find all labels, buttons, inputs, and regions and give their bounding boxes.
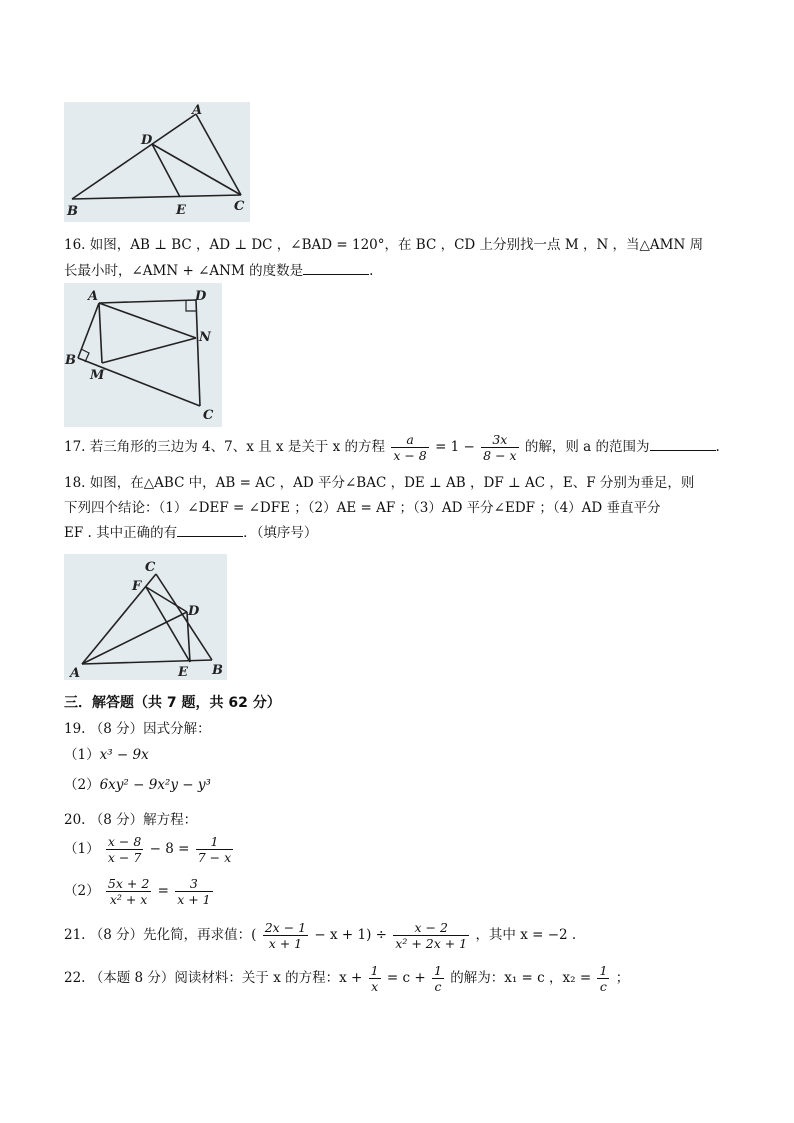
q16-line2: 长最小时，∠AMN + ∠ANM 的度数是 . xyxy=(64,263,374,279)
q22-f2-den: c xyxy=(434,979,442,994)
q21-pre: 21. （8 分）先化简，再求值：( xyxy=(64,927,257,943)
label-D: D xyxy=(188,604,200,619)
q18-line3a: EF . 其中正确的有 xyxy=(64,525,178,541)
q19-p1-label: （1） xyxy=(64,747,100,763)
label-C: C xyxy=(145,560,156,575)
q21-f2-den: x² + 2x + 1 xyxy=(395,936,468,951)
q19-title: 19. （8 分）因式分解： xyxy=(64,721,211,737)
label-B: B xyxy=(67,204,78,219)
q22-frac2 xyxy=(432,963,444,994)
q18-line1: 18. 如图，在△ABC 中，AB = AC ，AD 平分∠BAC ，DE ⊥ AB ，DF ⊥ AC ，E、F 分别为垂足，则 xyxy=(64,475,695,491)
q21-post: ，其中 x = −2 . xyxy=(475,927,577,943)
label-D: D xyxy=(195,289,207,304)
q16-answer-blank[interactable] xyxy=(303,262,369,275)
q22-frac1 xyxy=(369,963,381,994)
q18-answer-blank[interactable] xyxy=(177,524,243,537)
q22-pre: 22. （本题 8 分）阅读材料：关于 x 的方程：x + xyxy=(64,970,363,986)
label-F: F xyxy=(132,579,142,594)
label-B: B xyxy=(65,353,76,368)
q22-mid: = c + xyxy=(386,970,426,986)
q20-p1-f1-den: x − 7 xyxy=(107,850,142,865)
q20-p1-mid: − 8 = xyxy=(149,841,190,857)
section-3-title: 三．解答题（共 7 题，共 62 分） xyxy=(64,695,281,711)
q20-part2 xyxy=(64,874,215,908)
label-B: B xyxy=(212,663,223,678)
q22-line xyxy=(64,961,629,995)
label-E: E xyxy=(178,665,188,680)
q17-mid: = 1 − xyxy=(435,439,475,455)
q19-p2-label: （2） xyxy=(64,777,100,793)
label-C: C xyxy=(234,199,245,214)
q19-part2 xyxy=(64,776,211,794)
q22-f3-num: 1 xyxy=(599,963,608,978)
q20-p2-mid: = xyxy=(157,883,169,899)
q17-frac2 xyxy=(481,432,518,463)
figure-q18 xyxy=(64,554,227,680)
q22-f2-num: 1 xyxy=(433,963,442,978)
q17-pre: 17. 若三角形的三边为 4、7、x 且 x 是关于 x 的方程 xyxy=(64,439,386,455)
figure-q16 xyxy=(64,283,222,427)
q20-p2-f1-den: x² + x xyxy=(109,892,148,907)
label-M: M xyxy=(90,368,105,383)
q21-f1-den: x + 1 xyxy=(268,936,303,951)
q22-post: ； xyxy=(615,970,630,986)
q18-line2: 下列四个结论：（1）∠DEF = ∠DFE ；（2）AE = AF ；（3）AD 平分∠EDF ；（4）AD 垂直平分 xyxy=(64,500,661,516)
label-E: E xyxy=(176,203,186,218)
figure-q18-svg xyxy=(64,554,227,680)
q20-p2-f2-den: x + 1 xyxy=(177,892,211,907)
q22-frac3 xyxy=(597,963,609,994)
q21-f2-num: x − 2 xyxy=(393,920,469,936)
q21-frac1 xyxy=(263,920,308,951)
q21-frac2 xyxy=(393,920,469,951)
label-C: C xyxy=(203,408,214,423)
q18-line3b: ．（填序号） xyxy=(243,525,318,541)
q17-answer-blank[interactable] xyxy=(650,438,716,451)
q22-f1-den: x xyxy=(371,979,379,994)
label-A: A xyxy=(88,289,99,304)
q20-p2-f2-num: 3 xyxy=(175,876,212,892)
q22-f3-den: c xyxy=(599,979,607,994)
q17-frac1-num: a xyxy=(391,432,428,448)
q16-line1: 16. 如图，AB ⊥ BC ，AD ⊥ DC ，∠BAD = 120°，在 BC ，CD 上分别找一点 M ，N ，当△AMN 周 xyxy=(64,237,704,253)
q20-p2-label: （2） xyxy=(64,883,100,899)
q17-frac2-den: 8 − x xyxy=(483,448,517,463)
q21-f1-num: 2x − 1 xyxy=(264,920,307,935)
figure-q15 xyxy=(64,102,250,222)
q16-line2-text: 长最小时，∠AMN + ∠ANM 的度数是 xyxy=(64,263,304,279)
q19-p2-expr: 6xy² − 9x²y − y³ xyxy=(99,777,211,793)
figure-q15-svg xyxy=(64,102,250,222)
q22-mid2: 的解为：x₁ = c ，x₂ = xyxy=(450,970,592,986)
label-A: A xyxy=(192,103,203,118)
q20-p2-f1-num: 5x + 2 xyxy=(107,876,150,891)
q20-p1-f1-num: x − 8 xyxy=(107,834,142,849)
q21-mid: − x + 1) ÷ xyxy=(314,927,387,943)
q17-frac2-num: 3x xyxy=(481,432,518,448)
q21-line xyxy=(64,918,576,952)
q17-post: 的解，则 a 的范围为 xyxy=(524,439,650,455)
label-N: N xyxy=(199,330,211,345)
q22-f1-num: 1 xyxy=(370,963,379,978)
label-D: D xyxy=(141,133,153,148)
q20-p2-frac1 xyxy=(106,876,151,907)
q19-p1-expr: x³ − 9x xyxy=(99,747,149,763)
q17-frac1-den: x − 8 xyxy=(393,448,427,463)
q20-p1-frac2 xyxy=(196,834,233,865)
q20-p2-frac2 xyxy=(175,876,212,907)
q19-part1 xyxy=(64,746,149,764)
q20-p1-f2-num: 1 xyxy=(196,834,233,850)
label-A: A xyxy=(70,666,81,680)
q20-part1 xyxy=(64,832,235,866)
q18-line3 xyxy=(64,524,317,542)
q20-title: 20. （8 分）解方程： xyxy=(64,812,198,828)
q17-frac1 xyxy=(391,432,428,463)
figure-q16-svg xyxy=(64,283,222,427)
q20-p1-frac1 xyxy=(106,834,143,865)
q20-p1-label: （1） xyxy=(64,841,100,857)
q20-p1-f2-den: 7 − x xyxy=(197,850,232,865)
q17-line: 17. 若三角形的三边为 4、7、x 且 x 是关于 x 的方程 $\frac{a}{x - 8}$ = 1 − $\frac{3x}{8 - x}$ 的解，则 a 的范围为 . xyxy=(64,432,720,463)
